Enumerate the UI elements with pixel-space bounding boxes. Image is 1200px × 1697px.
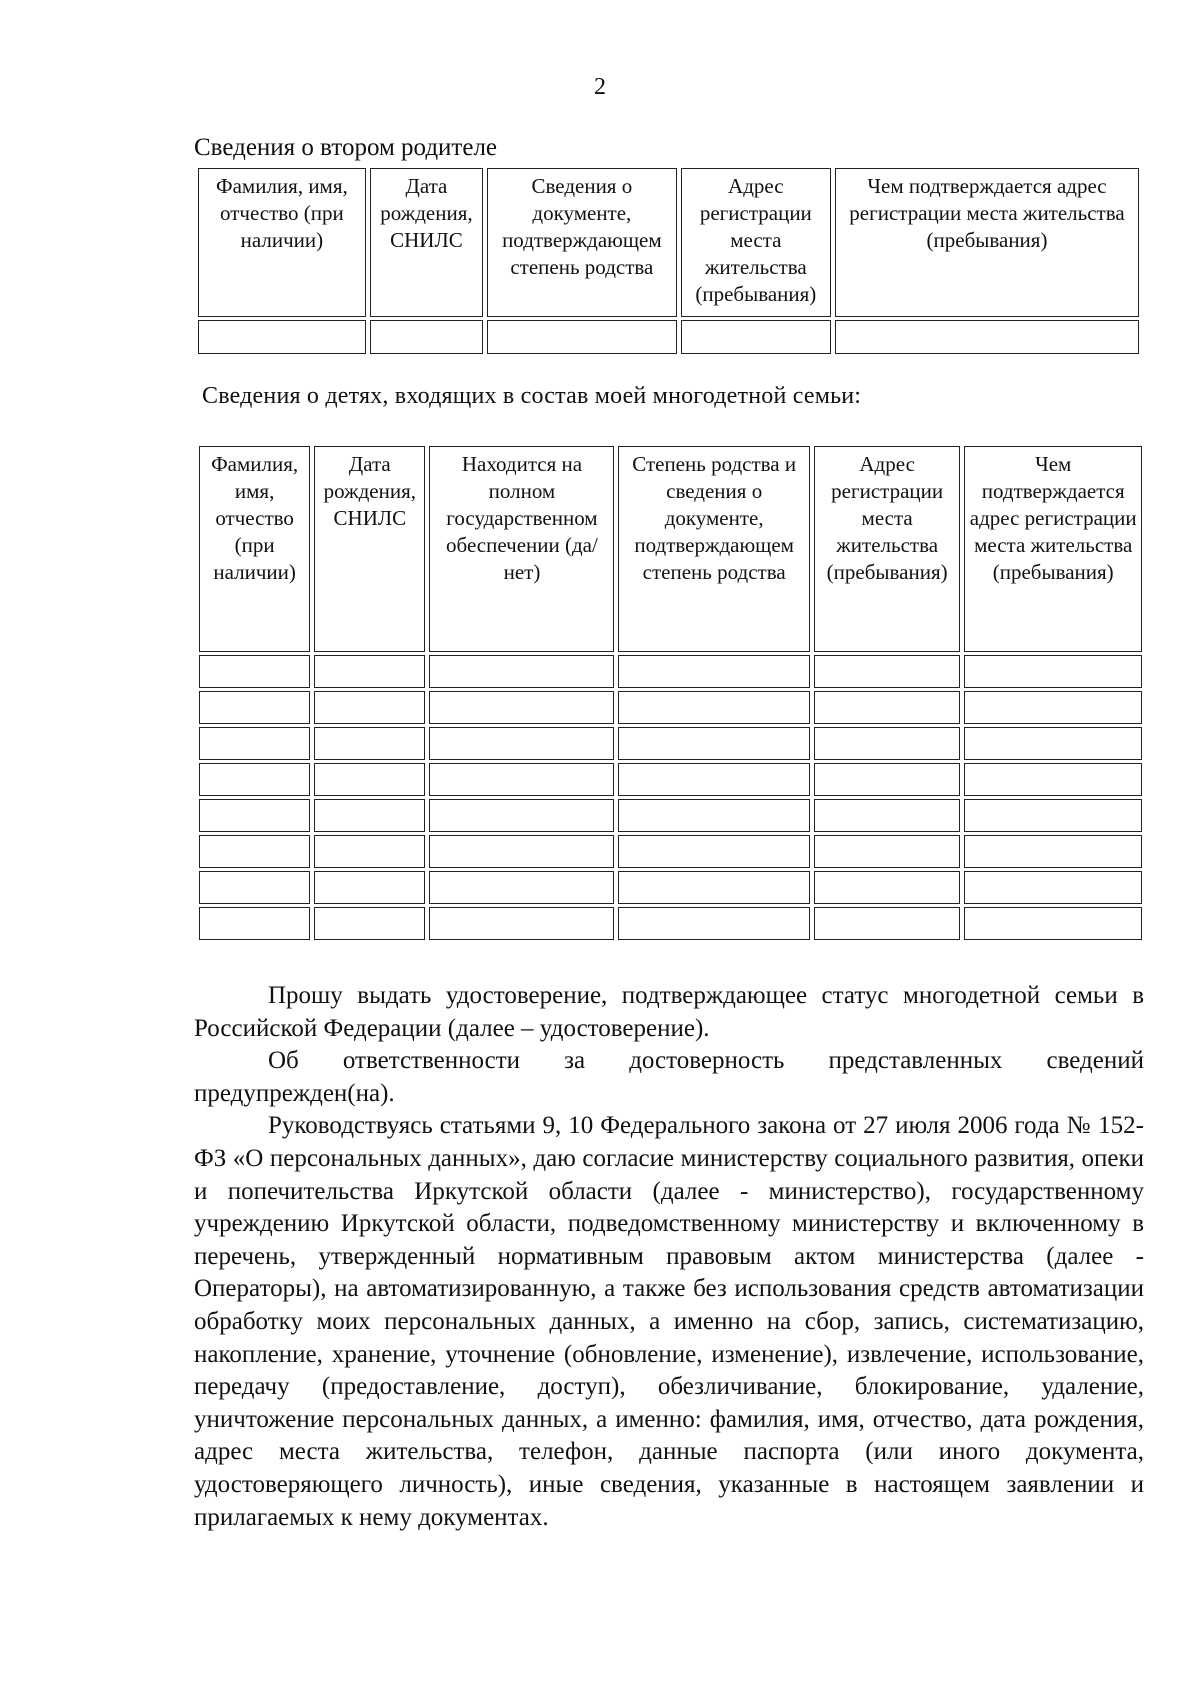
table-row [198,320,1139,354]
table-cell[interactable] [618,655,809,688]
table-cell[interactable] [814,727,961,760]
children-col-address-proof: Чем подтверждается адрес регистрации места жительства (пребывания) [964,446,1142,652]
parent-table-header-row [198,168,1139,317]
table-cell[interactable] [814,799,961,832]
table-cell[interactable] [199,871,310,904]
table-cell[interactable] [814,691,961,724]
table-row [199,907,1142,940]
table-cell[interactable] [198,320,366,354]
table-cell[interactable] [429,835,614,868]
table-cell[interactable] [429,727,614,760]
table-cell[interactable] [429,763,614,796]
table-cell[interactable] [199,727,310,760]
table-row [199,799,1142,832]
table-cell[interactable] [814,655,961,688]
table-cell[interactable] [618,907,809,940]
table-cell[interactable] [314,835,425,868]
page-number: 2 [594,74,606,100]
table-cell[interactable] [199,691,310,724]
table-cell[interactable] [618,727,809,760]
table-cell[interactable] [618,763,809,796]
table-cell[interactable] [199,907,310,940]
table-row [199,655,1142,688]
table-cell[interactable] [314,871,425,904]
children-table-header-row [199,446,1142,652]
table-cell[interactable] [964,871,1142,904]
table-cell[interactable] [199,763,310,796]
children-section-title: Сведения о детях, входящих в состав моей многодетной семьи: [202,383,862,409]
parent-col-fio: Фамилия, имя, отчество (при наличии) [198,168,366,317]
table-cell[interactable] [964,835,1142,868]
responsibility-paragraph: Об ответственности за достоверность представленных сведений предупрежден(на). [194,1047,1144,1107]
parent-table [194,168,1143,354]
table-cell[interactable] [814,835,961,868]
children-col-kinship: Степень родства и сведения о документе, подтверждающем степень родства [618,446,809,652]
table-cell[interactable] [618,835,809,868]
table-cell[interactable] [964,691,1142,724]
table-cell[interactable] [314,907,425,940]
table-cell[interactable] [964,763,1142,796]
parent-col-address: Адрес регистрации места жительства (пребывания) [681,168,831,317]
table-cell[interactable] [618,799,809,832]
table-cell[interactable] [487,320,677,354]
table-cell[interactable] [964,799,1142,832]
table-cell[interactable] [964,727,1142,760]
parent-col-kinship-doc: Сведения о документе, подтверждающем степень родства [487,168,677,317]
table-cell[interactable] [314,655,425,688]
table-cell[interactable] [681,320,831,354]
table-row [199,763,1142,796]
table-cell[interactable] [618,691,809,724]
table-cell[interactable] [429,907,614,940]
table-row [199,691,1142,724]
table-cell[interactable] [814,907,961,940]
table-cell[interactable] [199,799,310,832]
table-cell[interactable] [199,655,310,688]
request-paragraph: Прошу выдать удостоверение, подтверждающее статус многодетной семьи в Российской Федерации (далее – удостоверение). [194,982,1144,1042]
table-row [199,871,1142,904]
table-cell[interactable] [814,871,961,904]
table-cell[interactable] [814,763,961,796]
children-col-fio: Фамилия, имя, отчество (при наличии) [199,446,310,652]
children-col-address: Адрес регистрации места жительства (пребывания) [814,446,961,652]
table-cell[interactable] [835,320,1139,354]
table-cell[interactable] [314,691,425,724]
table-cell[interactable] [964,655,1142,688]
table-cell[interactable] [314,763,425,796]
table-cell[interactable] [618,871,809,904]
parent-col-address-proof: Чем подтверждается адрес регистрации места жительства (пребывания) [835,168,1139,317]
table-cell[interactable] [429,799,614,832]
body-text [194,980,1144,1534]
table-cell[interactable] [199,835,310,868]
table-cell[interactable] [370,320,483,354]
consent-paragraph: Руководствуясь статьями 9, 10 Федерального закона от 27 июля 2006 года № 152-ФЗ «О персональных данных», даю согласие министерству социального развития, опеки и попечительства Иркутской области (далее - министерство), государственному учреждению Иркутской области, подведомственному министерству и включенному в перечень, утвержденный нормативным правовым актом министерства (далее - Операторы), на автоматизированную, а также без использования средств автоматизации обработку моих персональных данных, а именно на сбор, запись, систематизацию, накопление, хранение, уточнение (обновление, изменение), извлечение, использование, передачу (предоставление, доступ), обезличивание, блокирование, удаление, уничтожение персональных данных, а именно: фамилия, имя, отчество, дата рождения, адрес места жительства, телефон, данные паспорта (или иного документа, удостоверяющего личность), иные сведения, указанные в настоящем заявлении и прилагаемых к нему документах. [194,1112,1144,1531]
table-cell[interactable] [429,871,614,904]
children-col-birth-snils: Дата рождения, СНИЛС [314,446,425,652]
parent-col-birth-snils: Дата рождения, СНИЛС [370,168,483,317]
table-cell[interactable] [964,907,1142,940]
parent-section-title: Сведения о втором родителе [194,134,498,161]
table-row [199,835,1142,868]
children-col-state-support: Находится на полном государственном обеспечении (да/нет) [429,446,614,652]
children-table [195,446,1146,940]
table-cell[interactable] [429,655,614,688]
table-row [199,727,1142,760]
table-cell[interactable] [314,727,425,760]
table-cell[interactable] [314,799,425,832]
table-cell[interactable] [429,691,614,724]
